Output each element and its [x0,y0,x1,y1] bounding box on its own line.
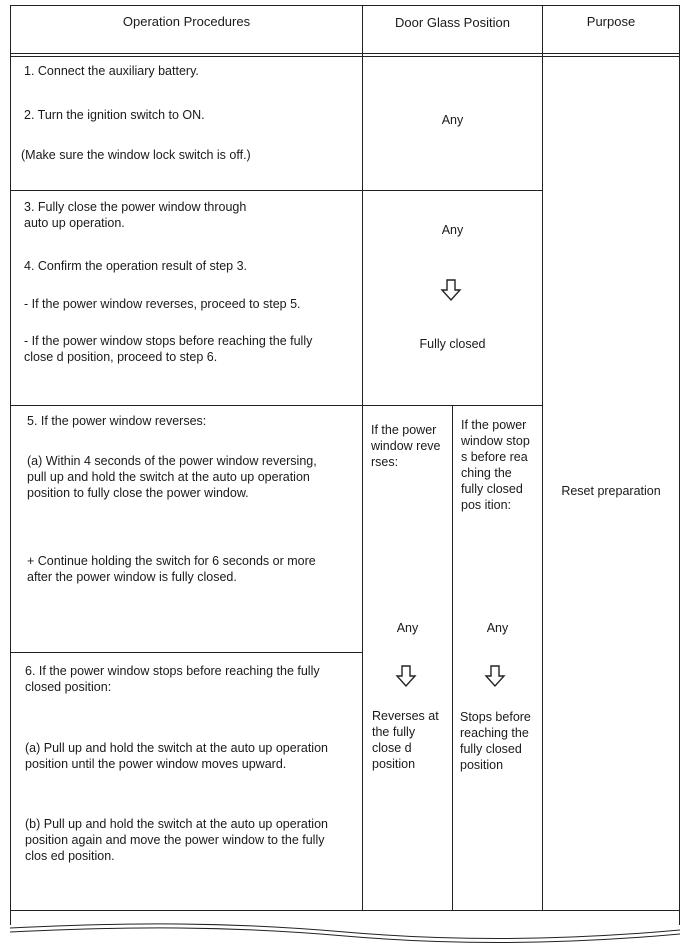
col-separator-1 [362,5,363,910]
branch-stops-condition: If the power window stop s before rea ching the fully closed pos ition: [461,418,530,512]
branch-separator [452,405,453,910]
position-fully-closed: Fully closed [419,337,486,351]
lock-switch-note: (Make sure the window lock switch is off.) [21,148,251,162]
purpose-reset-preparation: Reset preparation [561,484,661,498]
header-purpose: Purpose [586,14,636,29]
down-arrow-icon [441,279,461,301]
branch-stops-result: Stops before reaching the fully closed position [460,710,531,772]
step-5-continue: + Continue holding the switch for 6 seconds or more after the power window is fully closed. [27,554,316,584]
step-2: 2. Turn the ignition switch to ON. [24,108,205,122]
header-divider [10,53,679,54]
table-border-right [679,5,680,925]
branch-reverses-any: Any [396,621,419,635]
step-5a: (a) Within 4 seconds of the power window reversing, pull up and hold the switch at the auto up operation position to fully close the power window. [27,454,317,500]
header-door-glass: Door Glass Position [395,15,510,30]
col-separator-2 [542,5,543,910]
row-separator-3 [10,652,363,653]
step-1: 1. Connect the auxiliary battery. [24,64,199,78]
header-procedures: Operation Procedures [122,14,251,29]
bullet-reverses: - If the power window reverses, proceed to step 5. [24,297,301,311]
branch-reverses-result: Reverses at the fully close d position [372,709,439,771]
step-3: 3. Fully close the power window through auto up operation. [24,200,247,230]
table-border-left [10,5,11,925]
branch-stops-any: Any [486,621,509,635]
torn-edge-graphic [10,920,680,946]
step-5: 5. If the power window reverses: [27,414,207,428]
step-6a: (a) Pull up and hold the switch at the auto up operation position until the power window moves upward. [25,741,328,771]
table-border-top [10,5,679,6]
table-bottom-line [10,910,679,911]
row-separator-2 [10,405,543,406]
down-arrow-icon [396,665,416,687]
down-arrow-icon [485,665,505,687]
step-4: 4. Confirm the operation result of step 3. [24,259,248,273]
header-divider-2 [10,56,679,57]
position-any-2: Any [441,223,464,237]
bullet-stops: - If the power window stops before reaching the fully close d position, proceed to step 6. [24,334,313,364]
branch-reverses-condition: If the power window reve rses: [371,423,441,469]
position-any-1: Any [441,113,464,127]
row-separator-1 [10,190,543,191]
step-6b: (b) Pull up and hold the switch at the auto up operation position again and move the power window to the fully clos ed position. [25,817,328,863]
step-6: 6. If the power window stops before reaching the fully closed position: [25,664,320,694]
